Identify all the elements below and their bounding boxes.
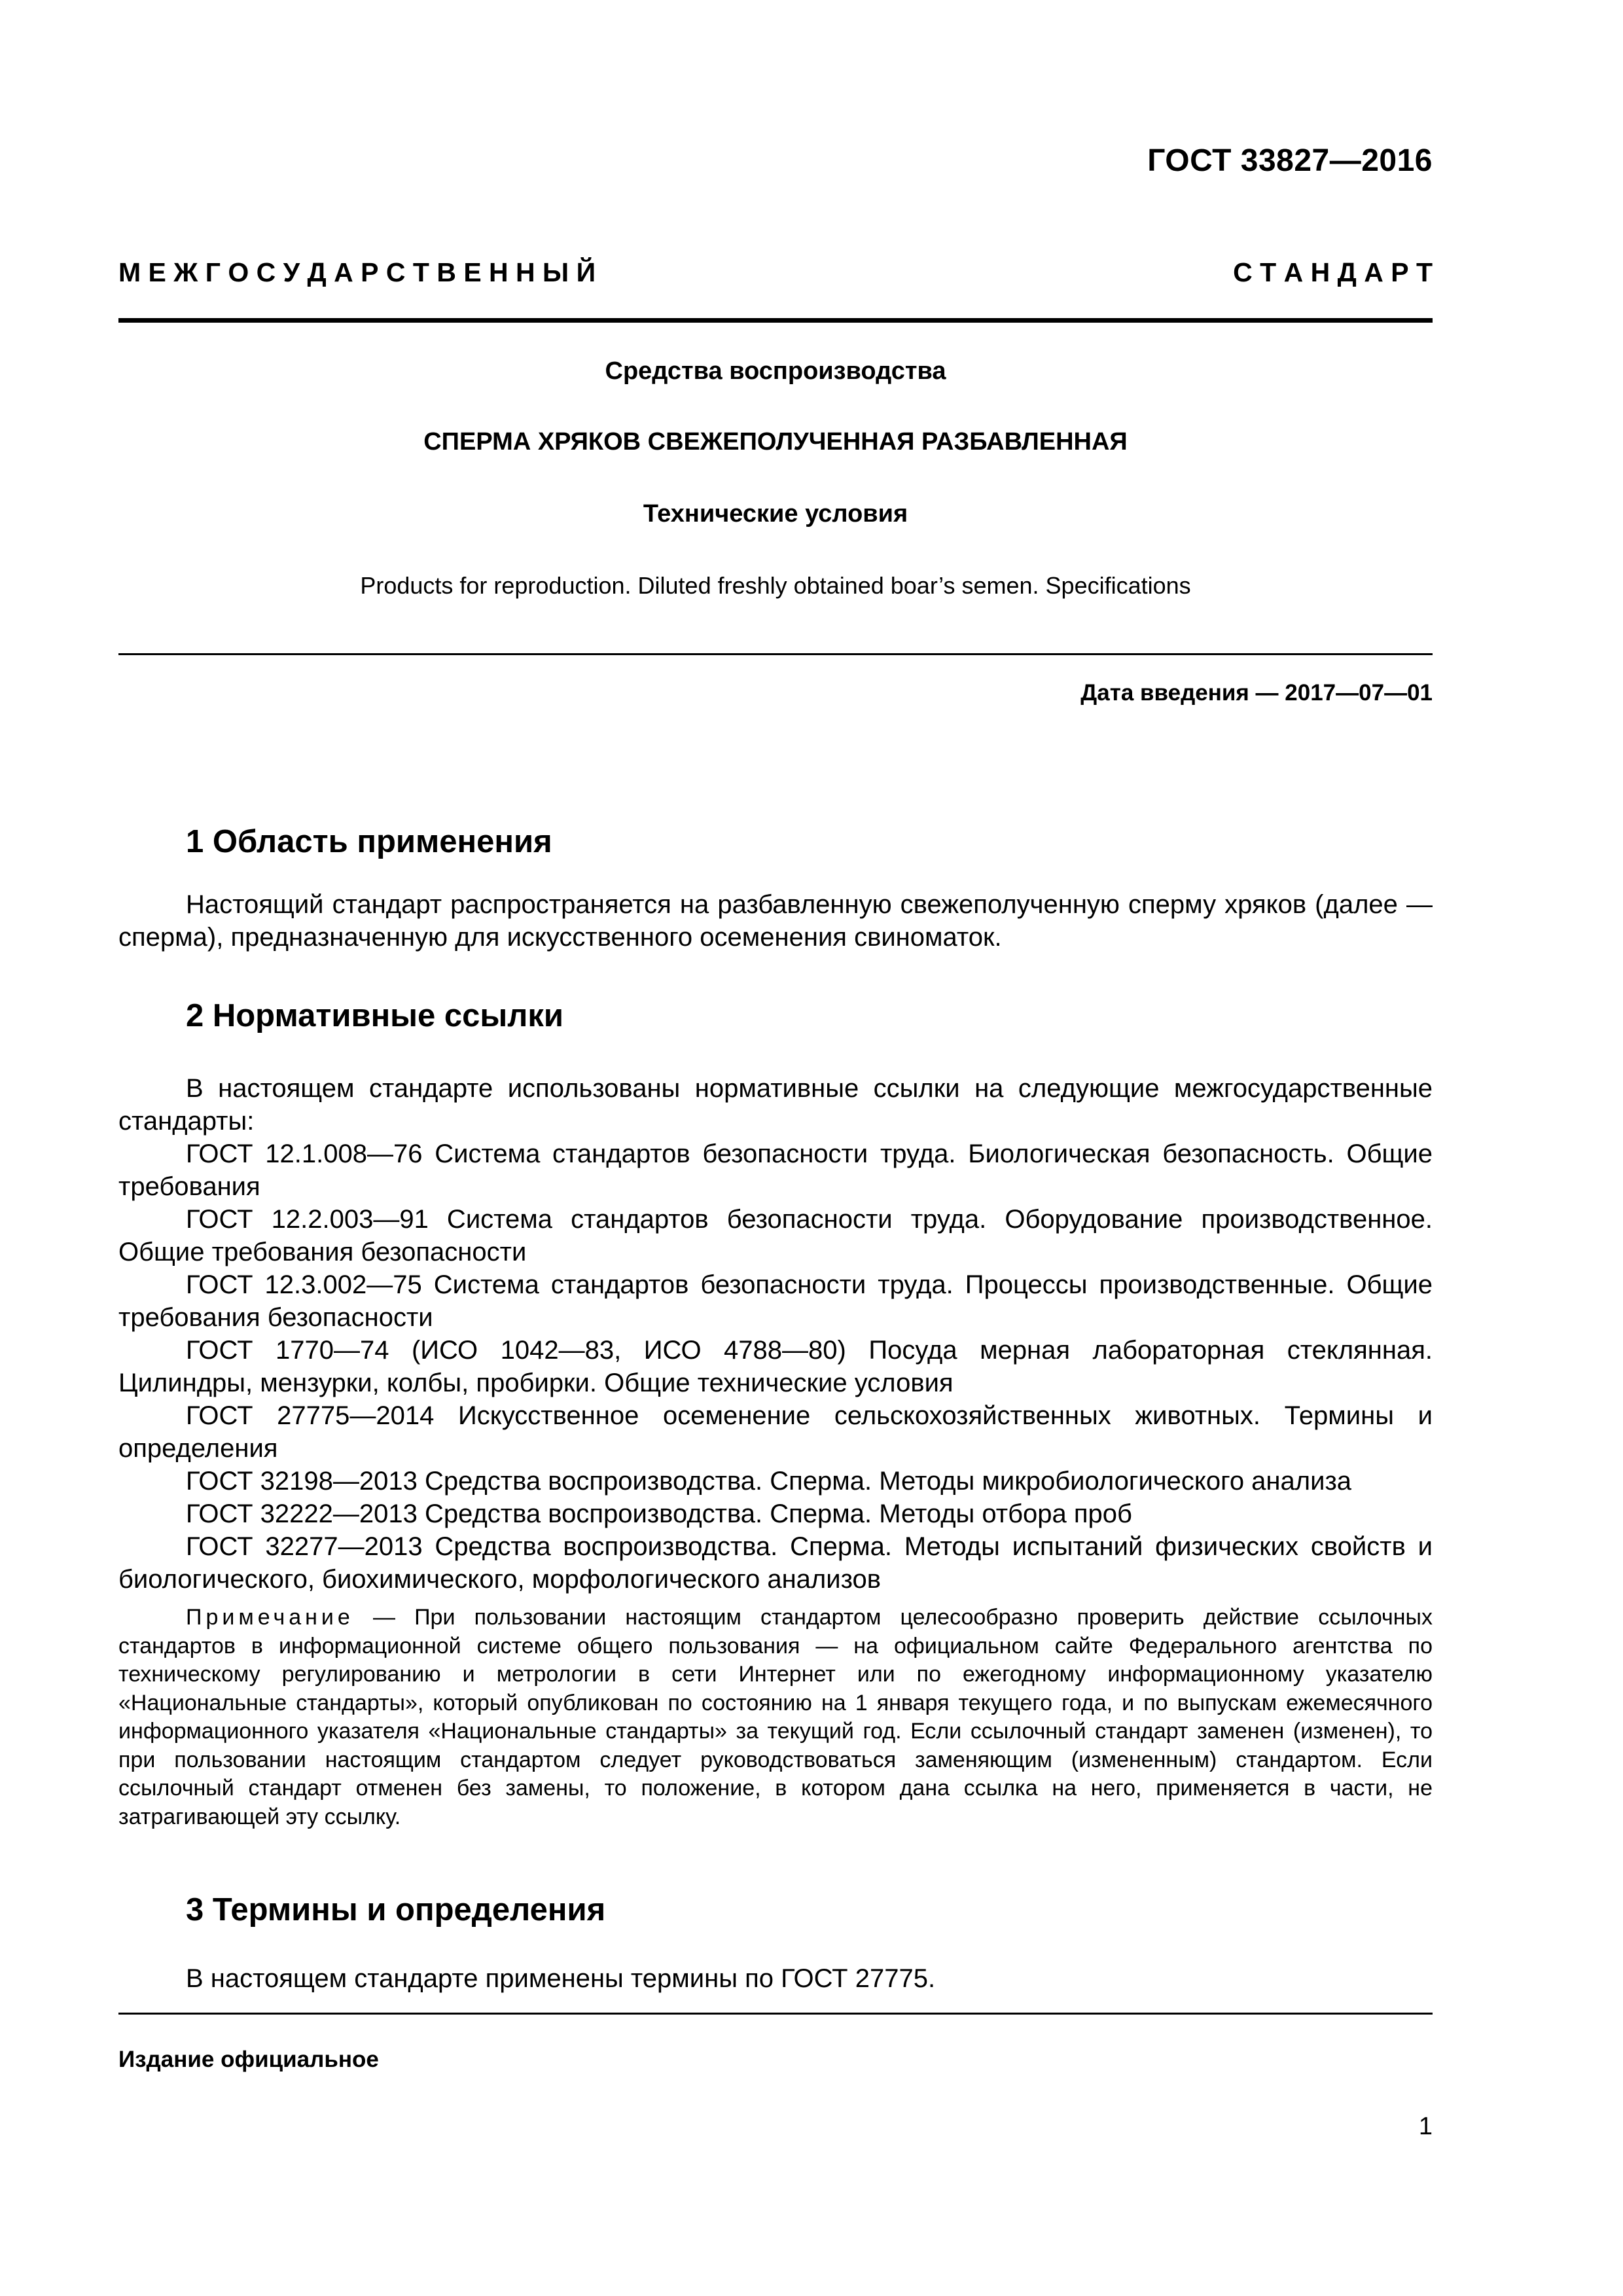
section-1-heading: 1 Область применения <box>186 824 552 859</box>
page-number: 1 <box>1418 2113 1433 2140</box>
note-paragraph <box>118 1604 1433 1831</box>
title-rule <box>118 653 1433 655</box>
reference-item: ГОСТ 27775—2014 Искусственное осеменение сельскохозяйственных животных. Термины и определения <box>118 1401 1433 1463</box>
section-3-paragraph: В настоящем стандарте применены термины по ГОСТ 27775. <box>186 1964 936 1993</box>
reference-item: ГОСТ 12.3.002—75 Система стандартов безопасности труда. Процессы производственные. Общие требования безопасности <box>118 1270 1433 1332</box>
standard-code: ГОСТ 33827—2016 <box>1147 143 1433 178</box>
english-title: Products for reproduction. Diluted freshly obtained boar’s semen. Specifications <box>360 572 1191 599</box>
introduction-date: Дата введения — 2017—07—01 <box>1080 680 1433 706</box>
reference-item: ГОСТ 32222—2013 Средства воспроизводства. Сперма. Методы отбора проб <box>186 1499 1132 1528</box>
document-title: СПЕРМА ХРЯКОВ СВЕЖЕПОЛУЧЕННАЯ РАЗБАВЛЕННАЯ <box>423 428 1128 456</box>
section-2-intro: В настоящем стандарте использованы нормативные ссылки на следующие межгосударственные стандарты: <box>118 1074 1433 1136</box>
reference-item: ГОСТ 12.1.008—76 Система стандартов безопасности труда. Биологическая безопасность. Общие требования <box>118 1139 1433 1201</box>
standard-type-word-2: С Т А Н Д А Р Т <box>1233 257 1433 287</box>
reference-item: ГОСТ 1770—74 (ИСО 1042—83, ИСО 4788—80) Посуда мерная лабораторная стеклянная. Цилиндры, мензурки, колбы, пробирки. Общие технические условия <box>118 1336 1433 1397</box>
reference-item: ГОСТ 12.2.003—91 Система стандартов безопасности труда. Оборудование производственное. Общие требования безопасности <box>118 1205 1433 1266</box>
note-label: Примечание <box>186 1605 354 1630</box>
reference-item: ГОСТ 32277—2013 Средства воспроизводства. Сперма. Методы испытаний физических свойств и биологического, биохимического, морфологического анализов <box>118 1532 1433 1594</box>
section-1-paragraph: Настоящий стандарт распространяется на разбавленную свежеполученную сперму хряков (далее — сперма), предназначенную для искусственного осеменения свиноматок. <box>118 890 1433 952</box>
document-series: Средства воспроизводства <box>605 357 946 385</box>
section-2-heading: 2 Нормативные ссылки <box>186 998 563 1033</box>
standard-type <box>118 257 1433 288</box>
footer-rule <box>118 2013 1433 2015</box>
document-subtitle: Технические условия <box>643 500 908 528</box>
standard-type-word-1: М Е Ж Г О С У Д А Р С Т В Е Н Н Ы Й <box>118 257 596 287</box>
note-text: — При пользовании настоящим стандартом целесообразно проверить действие ссылочных стандартов в информационной системе общего пользования — на официальном сайте Федерального агентства по техническому регулированию и метрологии в сети Интернет или по ежегодному информационному указателю «Национальные стандарты», который опубликован по состоянию на 1 января текущего года, и по выпускам ежемесячного информационного указателя «Национальные стандарты» за текущий год. Если ссылочный стандарт заменен (изменен), то при пользовании настоящим стандартом следует руководствоваться заменяющим (измененным) стандартом. Если ссылочный стандарт отменен без замены, то положение, в котором дана ссылка на него, применяется в части, не затрагивающей эту ссылку. <box>118 1605 1433 1829</box>
section-3-heading: 3 Термины и определения <box>186 1892 606 1928</box>
reference-item: ГОСТ 32198—2013 Средства воспроизводства. Сперма. Методы микробиологического анализа <box>186 1467 1352 1496</box>
edition-label: Издание официальное <box>118 2047 379 2072</box>
header-rule <box>118 318 1433 323</box>
